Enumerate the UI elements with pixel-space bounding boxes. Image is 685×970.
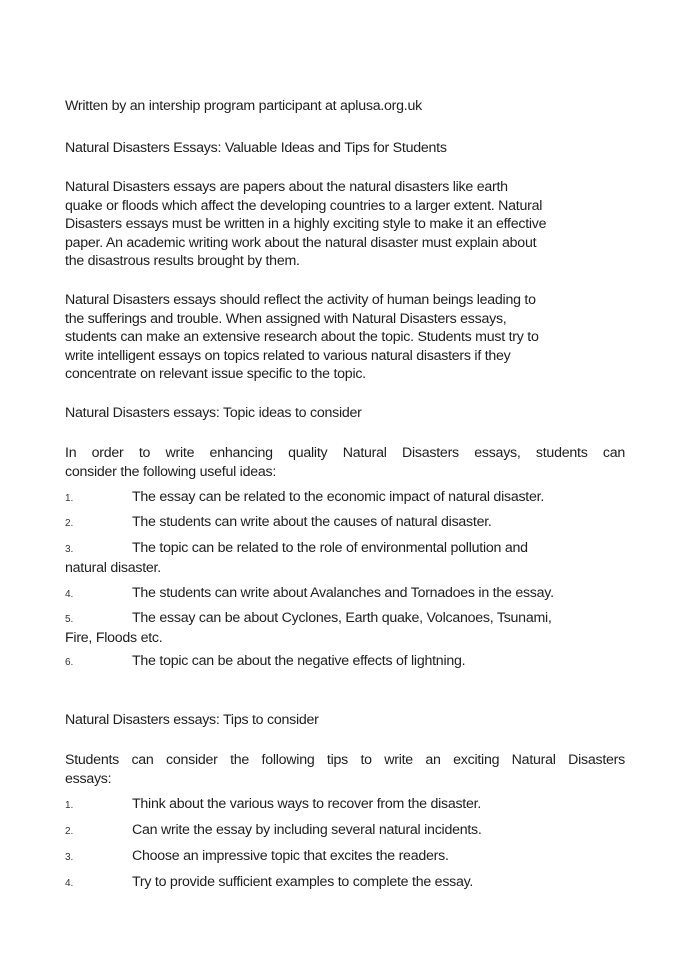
intro-line: consider the following useful ideas: bbox=[65, 463, 277, 480]
topic-item bbox=[65, 584, 625, 604]
item-text: The students can write about Avalanches and Tornadoes in the essay. bbox=[132, 585, 554, 601]
intro-line: essays: bbox=[65, 770, 112, 787]
intro-line: In order to write enhancing quality Natural Disasters essays, students can bbox=[65, 445, 625, 461]
item-number: 2. bbox=[65, 826, 74, 837]
topic-item bbox=[65, 539, 625, 578]
item-number: 4. bbox=[65, 878, 74, 889]
topics-intro bbox=[65, 444, 625, 481]
tips-heading-text: Natural Disasters essays: Tips to consider bbox=[65, 712, 319, 728]
paragraph-line: Natural Disasters essays should reflect the activity of human beings leading to bbox=[65, 292, 536, 308]
paragraph-line: the sufferings and trouble. When assigned with Natural Disasters essays, bbox=[65, 310, 507, 327]
paragraph-line: students can make an extensive research about the topic. Students must try to bbox=[65, 329, 539, 346]
paragraph-1 bbox=[65, 178, 625, 271]
tip-item bbox=[65, 821, 625, 841]
paragraph-line: paper. An academic writing work about the natural disaster must explain about bbox=[65, 234, 537, 251]
document-title bbox=[65, 139, 625, 158]
paragraph-line: concentrate on relevant issue specific to the topic. bbox=[65, 366, 366, 383]
item-text: Think about the various ways to recover from the disaster. bbox=[132, 796, 482, 812]
topic-item bbox=[65, 652, 625, 672]
item-number: 3. bbox=[65, 544, 74, 555]
item-continuation: Fire, Floods etc. bbox=[65, 630, 163, 646]
item-number: 1. bbox=[65, 493, 74, 504]
item-number: 1. bbox=[65, 800, 74, 811]
paragraph-2 bbox=[65, 291, 625, 384]
topic-item bbox=[65, 488, 625, 508]
item-number: 4. bbox=[65, 589, 74, 600]
intro-line: Students can consider the following tips to write an exciting Natural Disasters bbox=[65, 752, 625, 768]
paragraph-line: the disastrous results brought by them. bbox=[65, 253, 300, 270]
item-text: The students can write about the causes of natural disaster. bbox=[132, 514, 492, 530]
tips-heading bbox=[65, 711, 625, 730]
item-text: The essay can be related to the economic impact of natural disaster. bbox=[132, 489, 545, 505]
item-text: Choose an impressive topic that excites the readers. bbox=[132, 848, 449, 864]
topic-item bbox=[65, 513, 625, 533]
tip-item bbox=[65, 795, 625, 815]
item-number: 5. bbox=[65, 614, 74, 625]
item-text: The topic can be related to the role of environmental pollution and bbox=[132, 540, 528, 556]
tip-item bbox=[65, 847, 625, 867]
topics-heading bbox=[65, 404, 625, 423]
paragraph-line: Natural Disasters essays are papers about the natural disasters like earth bbox=[65, 179, 508, 195]
paragraph-line: quake or floods which affect the developing countries to a larger extent. Natural bbox=[65, 197, 543, 214]
item-text: Try to provide sufficient examples to complete the essay. bbox=[132, 874, 474, 890]
tip-item bbox=[65, 873, 625, 893]
title-text: Natural Disasters Essays: Valuable Ideas and Tips for Students bbox=[65, 140, 447, 156]
topic-item bbox=[65, 609, 625, 648]
paragraph-line: write intelligent essays on topics related to various natural disasters if they bbox=[65, 347, 511, 364]
item-text: The essay can be about Cyclones, Earth quake, Volcanoes, Tsunami, bbox=[132, 610, 552, 626]
item-text: The topic can be about the negative effects of lightning. bbox=[132, 653, 466, 669]
tips-intro bbox=[65, 751, 625, 788]
item-number: 3. bbox=[65, 852, 74, 863]
topics-heading-text: Natural Disasters essays: Topic ideas to consider bbox=[65, 405, 362, 421]
item-continuation: natural disaster. bbox=[65, 560, 161, 576]
paragraph-line: Disasters essays must be written in a highly exciting style to make it an effective bbox=[65, 216, 547, 233]
byline bbox=[65, 97, 625, 116]
item-number: 2. bbox=[65, 518, 74, 529]
item-text: Can write the essay by including several natural incidents. bbox=[132, 822, 482, 838]
byline-text: Written by an intership program participant at aplusa.org.uk bbox=[65, 98, 422, 114]
item-number: 6. bbox=[65, 657, 74, 668]
